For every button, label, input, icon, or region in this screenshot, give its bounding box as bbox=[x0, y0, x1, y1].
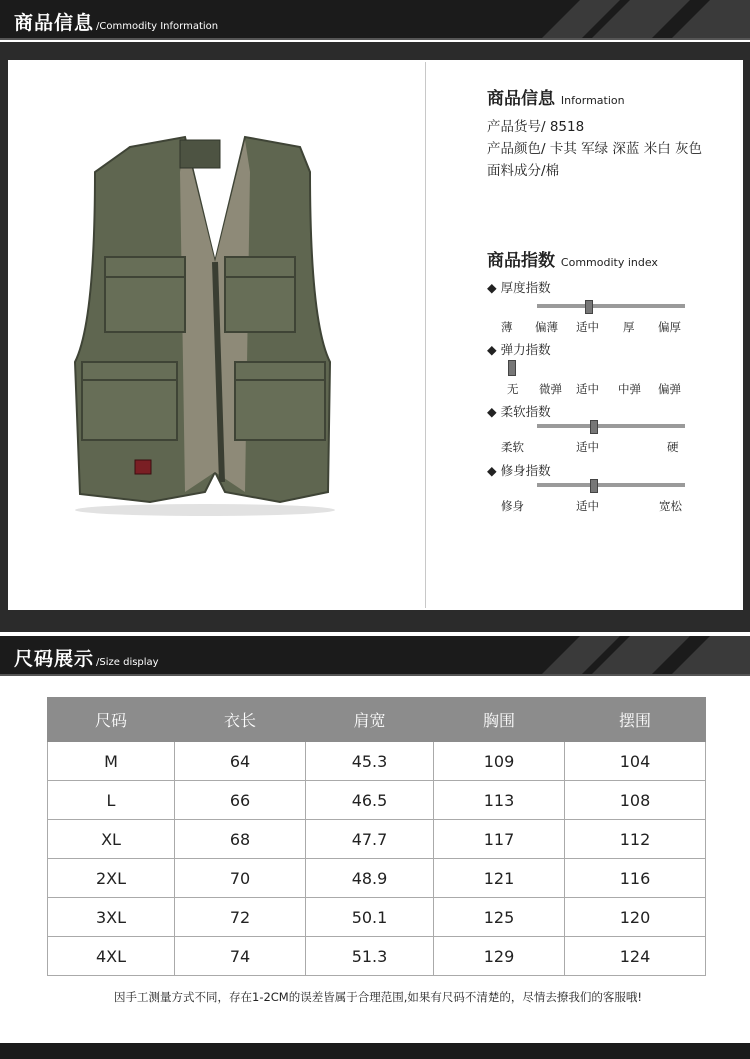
table-row bbox=[48, 859, 706, 898]
cell: 108 bbox=[565, 781, 706, 820]
col-hem: 摆围 bbox=[565, 698, 706, 742]
cell: M bbox=[48, 742, 175, 781]
cell: 45.3 bbox=[306, 742, 434, 781]
info-title: 商品信息 Information bbox=[487, 89, 625, 109]
tick: 偏弹 bbox=[658, 382, 681, 396]
cell: 104 bbox=[565, 742, 706, 781]
softness-marker bbox=[590, 420, 598, 434]
footer-strip bbox=[0, 1043, 750, 1059]
product-info-header bbox=[0, 0, 750, 40]
cell: 121 bbox=[434, 859, 565, 898]
cell: 129 bbox=[434, 937, 565, 976]
cell: 51.3 bbox=[306, 937, 434, 976]
table-row bbox=[48, 820, 706, 859]
tick: 适中 bbox=[576, 320, 599, 334]
fit-bar bbox=[537, 483, 685, 487]
cell: 109 bbox=[434, 742, 565, 781]
tick: 柔软 bbox=[501, 440, 524, 454]
tick: 适中 bbox=[576, 382, 599, 396]
product-panel bbox=[0, 42, 750, 632]
size-table bbox=[47, 697, 706, 976]
cell: 50.1 bbox=[306, 898, 434, 937]
cell: 46.5 bbox=[306, 781, 434, 820]
cell: 113 bbox=[434, 781, 565, 820]
cell: 74 bbox=[175, 937, 306, 976]
cell: L bbox=[48, 781, 175, 820]
tick: 硬 bbox=[667, 440, 679, 454]
cell: 48.9 bbox=[306, 859, 434, 898]
tick: 适中 bbox=[576, 499, 599, 513]
cell: 120 bbox=[565, 898, 706, 937]
cell: 70 bbox=[175, 859, 306, 898]
tick: 适中 bbox=[576, 440, 599, 454]
col-size: 尺码 bbox=[48, 698, 175, 742]
product-photo bbox=[10, 62, 426, 608]
header-title: 商品信息 /Commodity Information bbox=[14, 12, 219, 34]
table-row bbox=[48, 937, 706, 976]
tick: 中弹 bbox=[618, 382, 641, 396]
tick: 厚 bbox=[623, 320, 635, 334]
cell: 112 bbox=[565, 820, 706, 859]
size-header-title: 尺码展示 /Size display bbox=[14, 648, 159, 670]
size-table-header bbox=[48, 698, 706, 742]
softness-index bbox=[487, 402, 697, 454]
fit-label: ◆ 修身指数 bbox=[487, 463, 551, 478]
thickness-marker bbox=[585, 300, 593, 314]
tick: 微弹 bbox=[539, 382, 562, 396]
size-display-header bbox=[0, 636, 750, 676]
cell: 116 bbox=[565, 859, 706, 898]
fit-index bbox=[487, 461, 697, 513]
item-number: 产品货号/ 8518 bbox=[487, 119, 585, 135]
tick: 宽松 bbox=[659, 499, 682, 513]
material: 面料成分/棉 bbox=[487, 163, 560, 179]
cell: 47.7 bbox=[306, 820, 434, 859]
cell: 3XL bbox=[48, 898, 175, 937]
product-info bbox=[487, 88, 747, 182]
elasticity-marker bbox=[508, 360, 516, 376]
cell: 124 bbox=[565, 937, 706, 976]
tick: 偏厚 bbox=[658, 320, 681, 334]
tick: 无 bbox=[507, 382, 519, 396]
thickness-label: ◆ 厚度指数 bbox=[487, 280, 551, 295]
tick: 薄 bbox=[501, 320, 513, 334]
commodity-index bbox=[487, 246, 747, 513]
vest-image bbox=[10, 62, 425, 608]
table-row bbox=[48, 781, 706, 820]
cell: 4XL bbox=[48, 937, 175, 976]
col-shoulder: 肩宽 bbox=[306, 698, 434, 742]
table-row bbox=[48, 742, 706, 781]
measurement-note: 因手工测量方式不同，存在1-2CM的误差皆属于合理范围,如果有尺码不清楚的，尽情去撩我们的客服哦! bbox=[114, 990, 642, 1004]
softness-label: ◆ 柔软指数 bbox=[487, 404, 551, 419]
index-title: 商品指数 Commodity index bbox=[487, 251, 658, 271]
tick: 修身 bbox=[501, 499, 524, 513]
elasticity-label: ◆ 弹力指数 bbox=[487, 342, 551, 357]
cell: XL bbox=[48, 820, 175, 859]
cell: 72 bbox=[175, 898, 306, 937]
softness-bar bbox=[537, 424, 685, 428]
cell: 68 bbox=[175, 820, 306, 859]
cell: 66 bbox=[175, 781, 306, 820]
table-row bbox=[48, 898, 706, 937]
cell: 64 bbox=[175, 742, 306, 781]
col-length: 衣长 bbox=[175, 698, 306, 742]
elasticity-index bbox=[487, 340, 697, 396]
fit-marker bbox=[590, 479, 598, 493]
product-colors: 产品颜色/ 卡其 军绿 深蓝 米白 灰色 bbox=[487, 141, 703, 157]
cell: 2XL bbox=[48, 859, 175, 898]
thickness-bar bbox=[537, 304, 685, 308]
cell: 117 bbox=[434, 820, 565, 859]
tick: 偏薄 bbox=[535, 320, 558, 334]
thickness-index bbox=[487, 278, 697, 334]
cell: 125 bbox=[434, 898, 565, 937]
col-chest: 胸围 bbox=[434, 698, 565, 742]
